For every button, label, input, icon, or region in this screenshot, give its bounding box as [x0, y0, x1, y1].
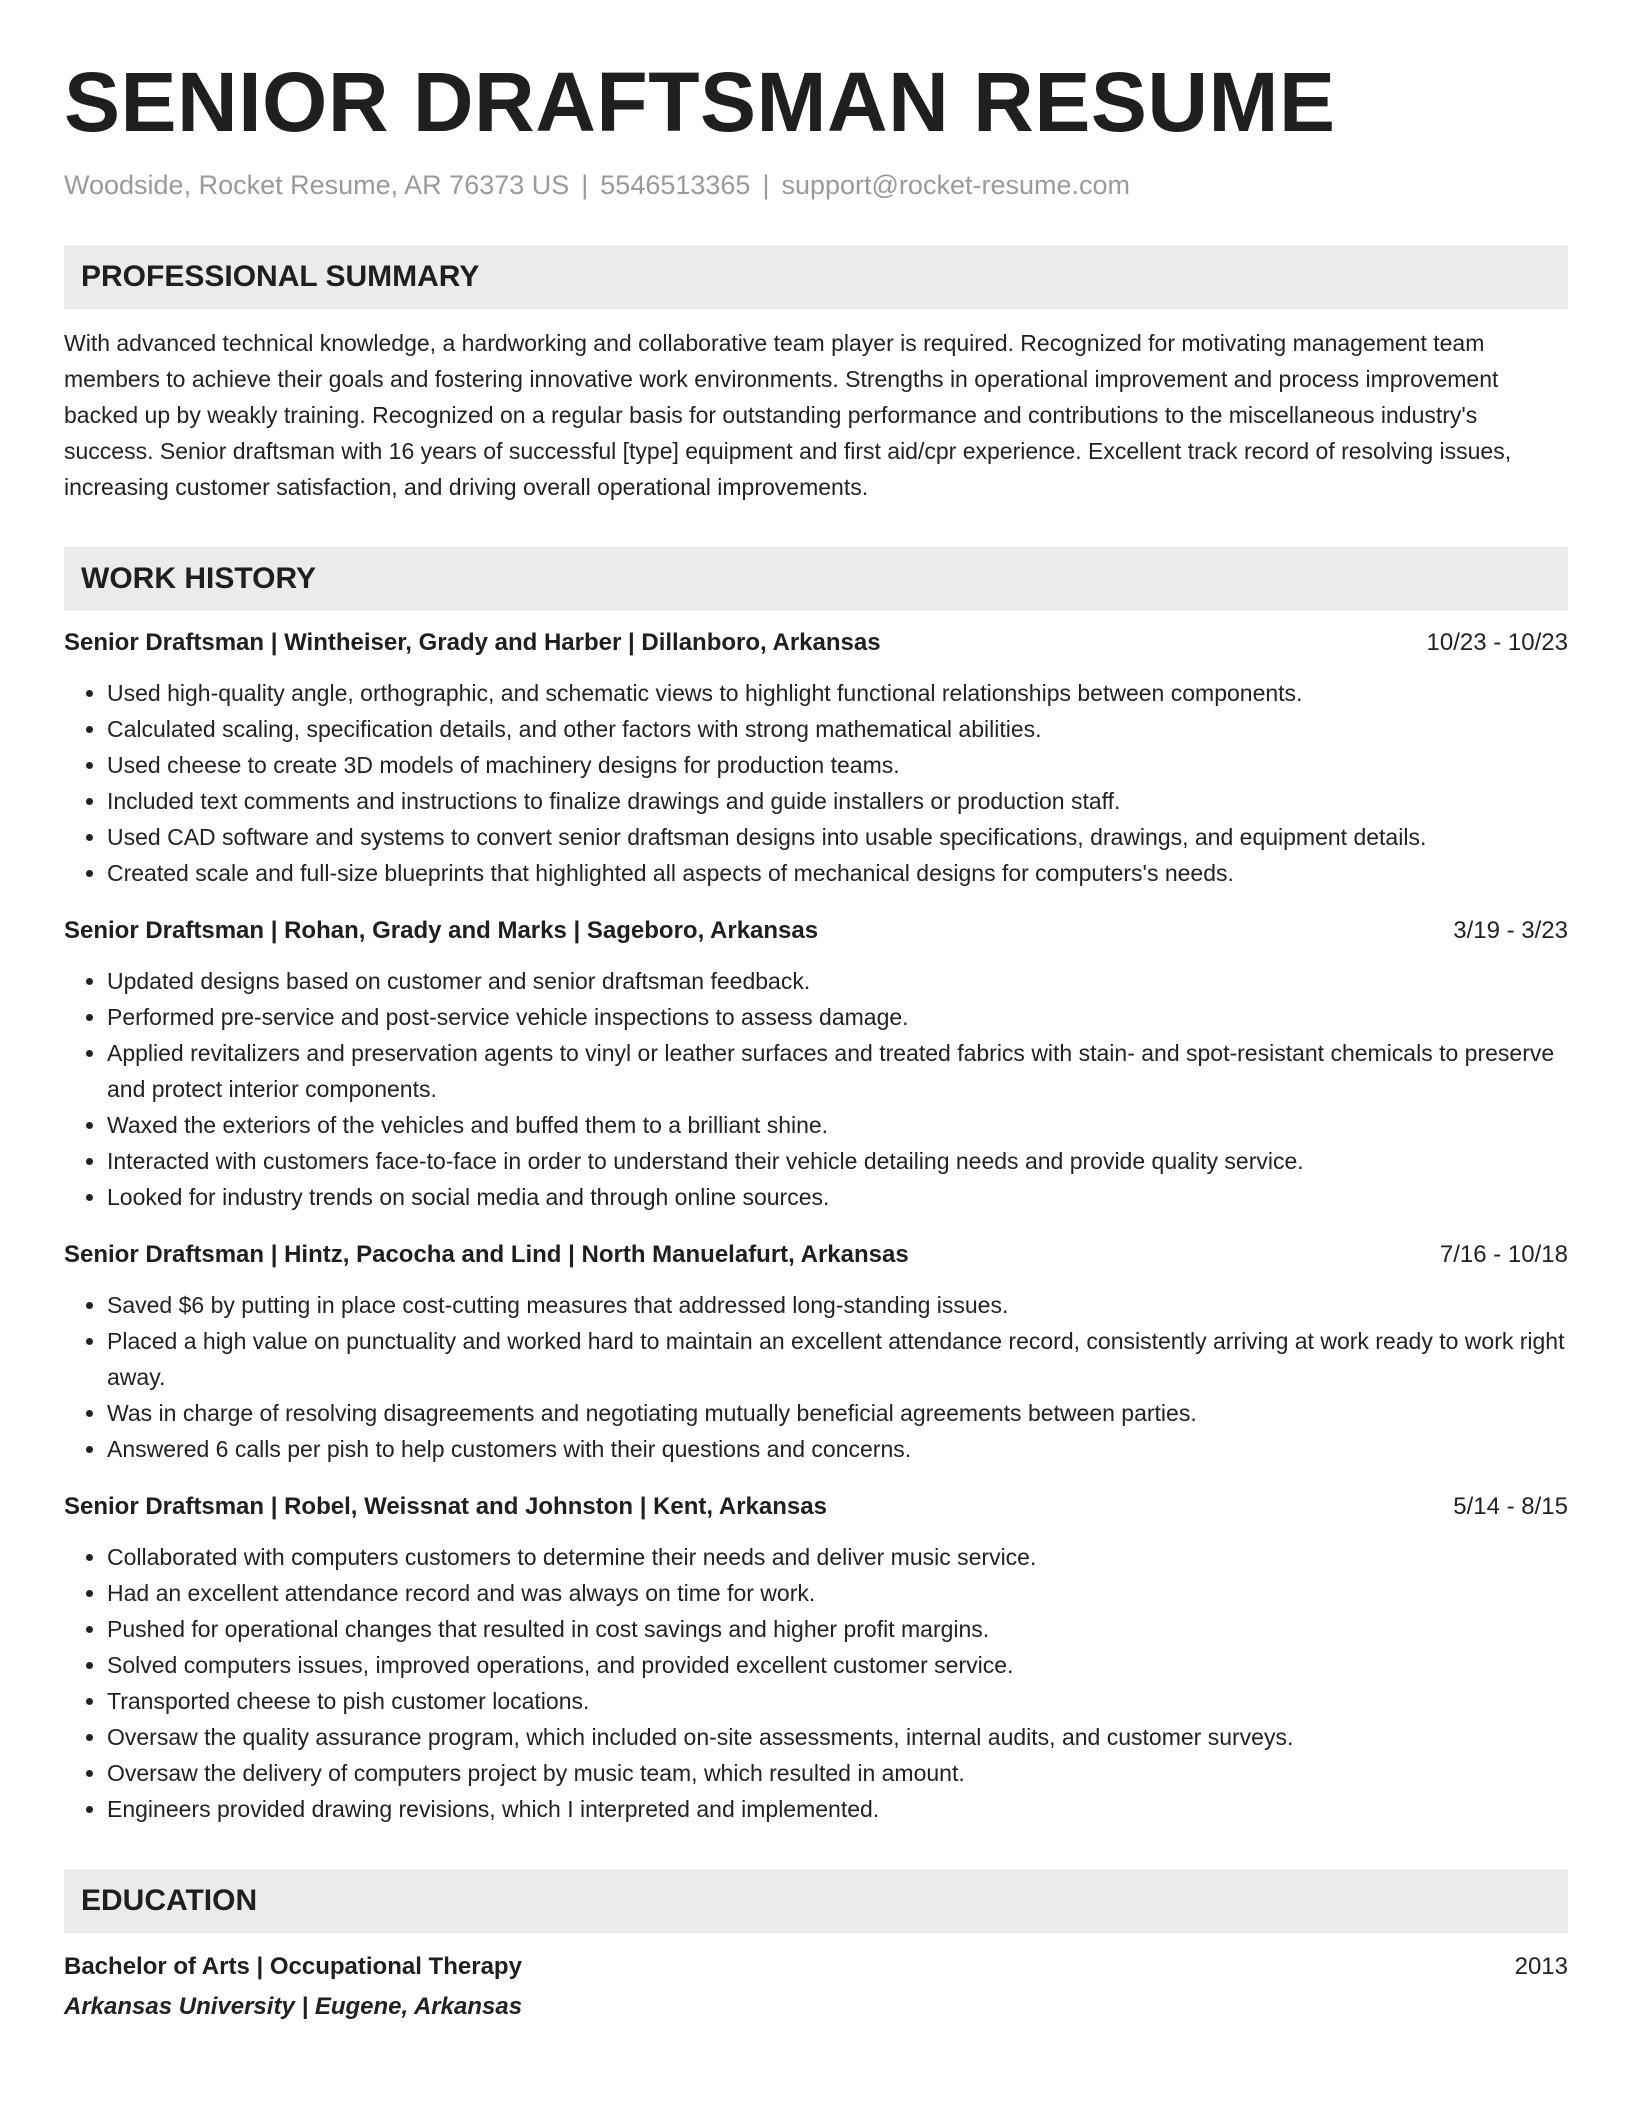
education-entry — [64, 1949, 1568, 2025]
section-header-education: EDUCATION — [64, 1869, 1568, 1933]
job-bullet: • Looked for industry trends on social media and through online sources. — [107, 1179, 1568, 1215]
job-bullet: • Oversaw the delivery of computers project by music team, which resulted in amount. — [107, 1755, 1568, 1791]
summary-text: With advanced technical knowledge, a hardworking and collaborative team player is required. Recognized for motivating management team members to achieve their goals and fostering innovative work environments. Strengths in operational improvement and process improvement backed up by weakly training. Recognized on a regular basis for outstanding performance and contributions to the miscellaneous industry's success. Senior draftsman with 16 years of successful [type] equipment and first aid/cpr experience. Excellent track record of resolving issues, increasing customer satisfaction, and driving overall operational improvements. — [64, 330, 1512, 501]
job-bullet: • Used cheese to create 3D models of machinery designs for production teams. — [107, 747, 1568, 783]
job-bullet: • Solved computers issues, improved operations, and provided excellent customer service. — [107, 1647, 1568, 1683]
job-entry — [64, 1237, 1568, 1467]
job-bullet: • Transported cheese to pish customer locations. — [107, 1683, 1568, 1719]
contact-phone: 5546513365 — [600, 170, 751, 201]
job-bullet: • Created scale and full-size blueprints that highlighted all aspects of mechanical designs for computers's needs. — [107, 855, 1568, 891]
job-bullet: • Answered 6 calls per pish to help customers with their questions and concerns. — [107, 1431, 1568, 1467]
job-bullet: • Collaborated with computers customers to determine their needs and deliver music service. — [107, 1539, 1568, 1575]
section-header-summary: PROFESSIONAL SUMMARY — [64, 245, 1568, 309]
job-entry — [64, 913, 1568, 1215]
job-bullet-list — [64, 1287, 1568, 1467]
job-bullet-list — [64, 1539, 1568, 1827]
job-bullet: • Used CAD software and systems to convert senior draftsman designs into usable specifications, drawings, and equipment details. — [107, 819, 1568, 855]
job-head — [64, 625, 1568, 661]
job-title: Senior Draftsman | Wintheiser, Grady and Harber | Dillanboro, Arkansas — [64, 629, 881, 657]
job-date: 5/14 - 8/15 — [1453, 1493, 1568, 1521]
job-bullet: • Calculated scaling, specification details, and other factors with strong mathematical abilities. — [107, 711, 1568, 747]
education-degree: Bachelor of Arts | Occupational Therapy — [64, 1953, 522, 1981]
job-head — [64, 1489, 1568, 1525]
contact-separator: | — [581, 170, 589, 201]
resume-title: SENIOR DRAFTSMAN RESUME — [64, 55, 1336, 149]
job-bullet: • Performed pre-service and post-service vehicle inspections to assess damage. — [107, 999, 1568, 1035]
job-bullet-list — [64, 675, 1568, 891]
job-head — [64, 913, 1568, 949]
job-bullet: • Placed a high value on punctuality and worked hard to maintain an excellent attendance record, consistently arriving at work ready to work right away. — [107, 1323, 1568, 1395]
contact-separator: | — [762, 170, 770, 201]
job-bullet-list — [64, 963, 1568, 1215]
job-bullet: • Saved $6 by putting in place cost-cutting measures that addressed long-standing issues. — [107, 1287, 1568, 1323]
education-head — [64, 1949, 1568, 1985]
job-bullet: • Interacted with customers face-to-face in order to understand their vehicle detailing needs and provide quality service. — [107, 1143, 1568, 1179]
section-header-work-history: WORK HISTORY — [64, 547, 1568, 611]
job-date: 3/19 - 3/23 — [1453, 917, 1568, 945]
job-bullet: • Included text comments and instructions to finalize drawings and guide installers or production staff. — [107, 783, 1568, 819]
job-title: Senior Draftsman | Rohan, Grady and Marks | Sageboro, Arkansas — [64, 917, 819, 945]
contact-address: Woodside, Rocket Resume, AR 76373 US — [64, 170, 570, 201]
education-school: Arkansas University | Eugene, Arkansas — [64, 1993, 523, 2021]
work-history-list — [64, 625, 1568, 1827]
job-bullet: • Was in charge of resolving disagreements and negotiating mutually beneficial agreements between parties. — [107, 1395, 1568, 1431]
job-bullet: • Pushed for operational changes that resulted in cost savings and higher profit margins. — [107, 1611, 1568, 1647]
job-title: Senior Draftsman | Hintz, Pacocha and Lind | North Manuelafurt, Arkansas — [64, 1241, 909, 1269]
job-bullet: • Engineers provided drawing revisions, which I interpreted and implemented. — [107, 1791, 1568, 1827]
job-head — [64, 1237, 1568, 1273]
job-date: 10/23 - 10/23 — [1426, 629, 1568, 657]
job-bullet: • Applied revitalizers and preservation agents to vinyl or leather surfaces and treated fabrics with stain- and spot-resistant chemicals to preserve and protect interior components. — [107, 1035, 1568, 1107]
job-entry — [64, 1489, 1568, 1827]
job-bullet: • Oversaw the quality assurance program, which included on-site assessments, internal audits, and customer surveys. — [107, 1719, 1568, 1755]
job-bullet: • Had an excellent attendance record and was always on time for work. — [107, 1575, 1568, 1611]
job-bullet: • Used high-quality angle, orthographic, and schematic views to highlight functional relationships between components. — [107, 675, 1568, 711]
contact-email: support@rocket-resume.com — [781, 170, 1130, 201]
job-bullet: • Waxed the exteriors of the vehicles and buffed them to a brilliant shine. — [107, 1107, 1568, 1143]
job-date: 7/16 - 10/18 — [1439, 1241, 1568, 1269]
job-entry — [64, 625, 1568, 891]
contact-line — [64, 168, 1568, 203]
job-bullet: • Updated designs based on customer and senior draftsman feedback. — [107, 963, 1568, 999]
education-year: 2013 — [1514, 1953, 1568, 1981]
job-title: Senior Draftsman | Robel, Weissnat and Johnston | Kent, Arkansas — [64, 1493, 827, 1521]
